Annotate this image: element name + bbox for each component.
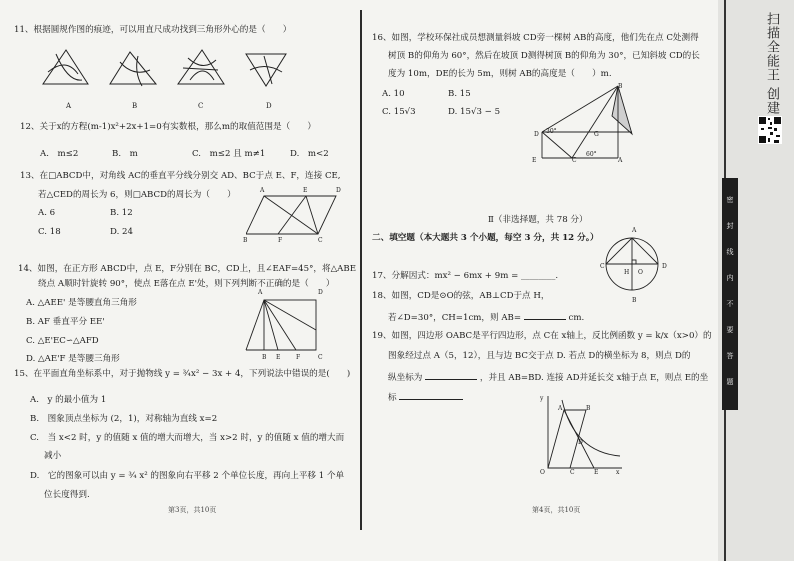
right-page xyxy=(368,0,718,561)
q19-prompt-y: 纵坐标为 xyxy=(388,373,423,383)
q13-label-a: A xyxy=(260,187,265,194)
q14-label-a: A xyxy=(258,289,263,296)
q13-line2: 若△CED的周长为 6，则□ABCD的周长为（ ） xyxy=(38,190,236,200)
q16-label-d: D xyxy=(534,131,539,138)
right-page-number: 第4页，共10页 xyxy=(532,506,581,514)
q13-option-b: B. 12 xyxy=(110,208,133,218)
q14-label-f: F xyxy=(296,354,301,361)
q12-option-b: B. m xyxy=(112,149,138,159)
q13-label-b: B xyxy=(243,237,248,244)
fill-in-header: 二、填空题（本大题共 3 个小题，每空 3 分，共 12 分。） xyxy=(372,233,599,243)
q18-label-h: H xyxy=(624,269,630,276)
q12-stem: 12、关于x的方程(m-1)x²+2x+1=0有实数根，那么m的取值范围是（ ） xyxy=(20,122,316,132)
q13-option-c: C. 18 xyxy=(38,227,61,237)
q15-option-a: A. y 的最小值为 1 xyxy=(30,395,107,405)
q16-option-a: A. 10 xyxy=(382,89,405,99)
q18-circle-figure xyxy=(598,234,668,294)
q19-line1: 19、如图，四边形 OABC是平行四边形，点 C在 x轴上，反比例函数 y = k/x（x>0）的 xyxy=(372,331,712,341)
seal-word-4: 内 xyxy=(726,274,734,282)
q14-option-b: B. AF 垂直平分 EE' xyxy=(26,317,105,327)
q14-option-a: A. △AEE' 是等腰直角三角形 xyxy=(26,298,137,308)
q19-label-e: E xyxy=(594,469,599,476)
q13-line1: 13、在□ABCD中，对角线 AC的垂直平分线分别交 AD、BC于点 E、F，连接 CE, xyxy=(20,171,341,181)
q16-line2: 树顶 B的仰角为 60°，然后在坡顶 D测得树顶 B的仰角为 30°，已知斜坡 CD的长 xyxy=(388,51,700,61)
q16-angle-30: 30° xyxy=(546,128,557,135)
q19-label-a: A xyxy=(558,405,563,412)
seal-word-8: 题 xyxy=(726,378,734,386)
q19-answer-blank-1[interactable] xyxy=(425,370,477,380)
q14-label-e: E xyxy=(276,354,281,361)
seal-word-3: 线 xyxy=(726,248,734,256)
q18-label-b: B xyxy=(632,297,637,304)
seal-word-6: 要 xyxy=(726,326,734,334)
q16-option-c: C. 15√3 xyxy=(382,107,416,117)
q15-option-d-line1: D. 它的图象可以由 y = ¾ x² 的图象向右平移 2 个单位长度，再向上平移 1 个单 xyxy=(30,471,345,481)
q19-graph-figure xyxy=(534,394,624,474)
left-page xyxy=(0,0,362,561)
column-divider xyxy=(360,10,362,530)
q13-label-d: D xyxy=(336,187,341,194)
q15-line1: 15、在平面直角坐标系中，对于抛物线 y = ¾x² − 3x + 4，下列说法中错误的是( ) xyxy=(14,369,351,379)
q11-figures xyxy=(38,42,288,102)
q19-label-c: C xyxy=(570,469,575,476)
q13-parallelogram-figure xyxy=(246,188,346,248)
q15-option-c-line1: C. 当 x<2 时，y 的值随 x 值的增大而增大，当 x>2 时，y 的值随 x 值的增大而 xyxy=(30,433,345,443)
q14-label-c: C xyxy=(318,354,323,361)
q11-stem: 11、根据圆规作图的痕迹，可以用直尺成功找到三角形外心的是（ ） xyxy=(14,25,292,35)
q18-label-c: C xyxy=(600,263,605,270)
q19-prompt-coord: 标 xyxy=(388,393,397,403)
q12-option-d: D. m<2 xyxy=(290,149,329,159)
q18-line2 xyxy=(388,310,584,325)
q16-angle-60: 60° xyxy=(586,151,597,158)
q15-option-b: B. 图象顶点坐标为 (2，1)，对称轴为直线 x=2 xyxy=(30,414,218,424)
q16-line1: 16、如图，学校环保社成员想测量斜坡 CD旁一棵树 AB的高度，他们先在点 C处测得 xyxy=(372,33,699,43)
q19-label-o: O xyxy=(540,469,545,476)
q18-prompt: 若∠D=30°，CH=1cm，则 AB= xyxy=(388,313,522,323)
q13-label-c: C xyxy=(318,237,323,244)
q14-label-b: B xyxy=(262,354,267,361)
q12-option-a: A. m≤2 xyxy=(40,149,79,159)
q18-label-a: A xyxy=(632,227,637,234)
q13-option-d: D. 24 xyxy=(110,227,133,237)
seal-word-5: 不 xyxy=(726,300,734,308)
q11-label-a: A xyxy=(66,102,72,110)
q13-label-f: F xyxy=(278,237,283,244)
q11-label-d: D xyxy=(266,102,272,110)
q16-label-g: G xyxy=(594,131,599,138)
q14-label-d: D xyxy=(318,289,323,296)
q15-option-c-line2: 减小 xyxy=(44,451,62,461)
q13-option-a: A. 6 xyxy=(38,208,56,218)
q19-label-d: D xyxy=(578,439,583,446)
q19-answer-blank-2[interactable] xyxy=(399,390,463,400)
q15-option-d-line2: 位长度得到. xyxy=(44,490,90,500)
scanner-watermark: 扫描全能王 创建 xyxy=(764,12,779,116)
q19-line2: 图象经过点 A（5，12），且与边 BC交于点 D. 若点 D的横坐标为 8，则点 D的 xyxy=(388,351,691,361)
seal-word-1: 密 xyxy=(726,196,734,204)
q13-label-e: E xyxy=(303,187,308,194)
seal-bar xyxy=(722,178,738,410)
q19-prompt-e: ，并且 AB=BD. 连接 AD并延长交 x轴于点 E，则点 E的坐 xyxy=(479,373,709,383)
q19-label-b: B xyxy=(586,405,591,412)
q19-axis-x: x xyxy=(616,469,620,476)
q16-label-b: B xyxy=(618,83,623,90)
q14-line2: 绕点 A顺时针旋转 90°，使点 E落在点 E'处，则下列判断不正确的是（ ） xyxy=(38,279,335,289)
q18-answer-blank[interactable] xyxy=(524,310,566,320)
q18-label-o: O xyxy=(638,269,643,276)
q17-stem: 17、分解因式：mx² − 6mx + 9m = ________. xyxy=(372,271,559,281)
q14-square-figure xyxy=(244,296,324,356)
seal-word-7: 答 xyxy=(726,352,734,360)
q14-option-c: C. △E'EC∽△AFD xyxy=(26,336,99,346)
q18-label-d: D xyxy=(662,263,667,270)
q14-line1: 14、如图，在正方形 ABCD中，点 E，F分别在 BC，CD上，且∠EAF=45°，将△ABE xyxy=(18,264,356,274)
q16-label-c: C xyxy=(572,157,577,164)
q16-option-d: D. 15√3 − 5 xyxy=(448,107,501,117)
q12-option-c: C. m≤2 且 m≠1 xyxy=(192,149,266,159)
q18-line1: 18、如图，CD是⊙O的弦，AB⊥CD于点 H， xyxy=(372,291,550,301)
q11-label-c: C xyxy=(198,102,204,110)
q19-axis-y: y xyxy=(540,395,544,402)
q19-line3 xyxy=(388,370,708,385)
q18-unit: cm. xyxy=(568,313,585,323)
q16-label-e: E xyxy=(532,157,537,164)
q16-line3: 度为 10m，DE的长为 5m，则树 AB的高度是（ ）m. xyxy=(388,69,612,79)
qr-code-icon xyxy=(758,116,782,144)
section-title: Ⅱ（非选择题，共 78 分） xyxy=(488,215,588,225)
seal-word-2: 封 xyxy=(726,222,734,230)
q19-line4 xyxy=(388,390,463,405)
q14-option-d: D. △AE'F 是等腰三角形 xyxy=(26,354,120,364)
left-page-number: 第3页，共10页 xyxy=(168,506,217,514)
q11-label-b: B xyxy=(132,102,138,110)
q16-label-a: A xyxy=(618,157,623,164)
q16-option-b: B. 15 xyxy=(448,89,471,99)
